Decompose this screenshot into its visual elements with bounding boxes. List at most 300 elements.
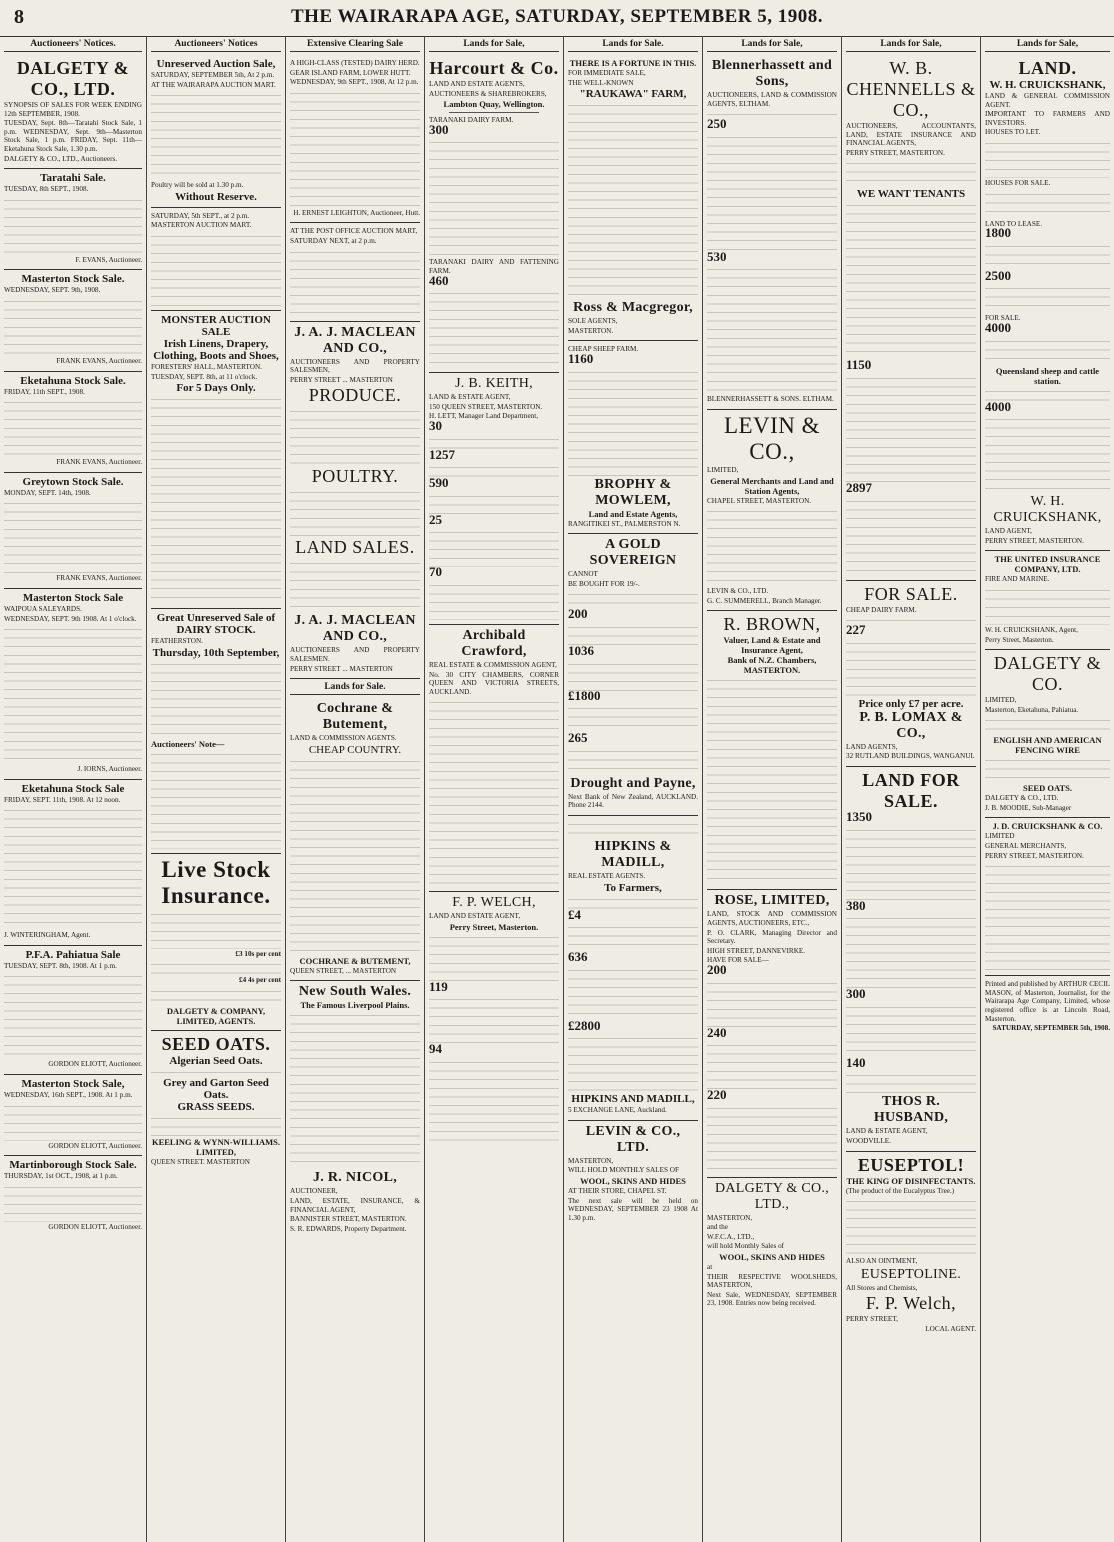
advertisement	[151, 1031, 281, 1172]
ad-subtitle: AUCTIONEERS, LAND & COMMISSION AGENTS, ELTHAM.	[707, 91, 837, 108]
ad-title: J. D. CRUICKSHANK & CO.	[992, 821, 1103, 832]
acreage-figure: 1036	[568, 642, 594, 658]
advertisement	[568, 55, 698, 341]
ad-subtitle: TARANAKI DAIRY FARM.	[429, 116, 514, 125]
acreage-figure: 1350	[846, 808, 872, 824]
acreage-figure: 265	[568, 730, 588, 746]
ad-subtitle: LAND & ESTATE AGENT,	[429, 393, 511, 402]
advertisement	[707, 410, 837, 611]
page-number: 8	[14, 6, 24, 28]
divider	[449, 112, 539, 113]
ad-signature: HIPKINS AND MADILL,	[571, 1093, 695, 1106]
column-8	[981, 39, 1114, 1538]
ad-fee: £3 10s per cent	[235, 949, 281, 958]
ad-place: QUEEN STREET. MASTERTON	[151, 1157, 250, 1166]
ad-place: CHAPEL STREET, MASTERTON.	[707, 496, 812, 505]
ad-signature: FRANK EVANS, Auctioneer.	[56, 574, 142, 583]
ad-subtitle: SEED OATS.	[1023, 783, 1072, 794]
advertisement	[707, 1178, 837, 1313]
ad-title: A HIGH-CLASS (TESTED) DAIRY HERD.	[290, 59, 420, 67]
ad-signature: W. H. CRUICKSHANK,	[993, 494, 1102, 526]
ad-title: MONSTER AUCTION SALE	[161, 313, 271, 338]
ad-signature: KEELING & WYNN-WILLIAMS. LIMITED,	[151, 1136, 281, 1157]
small-type-block	[846, 913, 976, 989]
ad-date: TUESDAY, 8th SEPT., 1908.	[4, 185, 89, 194]
ad-subtitle: W.F.C.A., LTD.,	[707, 1232, 755, 1241]
ad-signature: BLENNERHASSETT & SONS. ELTHAM.	[707, 395, 834, 404]
ad-subtitle: Grey and Garton Seed Oats.	[163, 1076, 269, 1101]
small-type-block	[429, 462, 559, 478]
ad-signature: F. P. Welch,	[865, 1293, 957, 1314]
ad-subtitle: CHEAP SHEEP FARM.	[568, 345, 639, 354]
acreage-figure: 300	[846, 986, 866, 1002]
ad-signature: W. H. CRUICKSHANK, Agent,	[985, 625, 1078, 634]
column-heading: Lands for Sale,	[429, 39, 559, 52]
ad-subtitle: LAND TO LEASE.	[985, 219, 1043, 228]
column-heading: Auctioneers' Notices.	[4, 39, 142, 52]
ad-subtitle: WOOL, SKINS AND HIDES	[719, 1252, 825, 1263]
ad-subtitle: To Farmers,	[604, 881, 662, 894]
ad-body: will hold Monthly Sales of	[707, 1242, 785, 1251]
advertisement	[846, 1152, 976, 1339]
advertisement	[568, 1121, 698, 1228]
acreage-figure: 1150	[846, 357, 872, 373]
small-type-block	[707, 978, 837, 1028]
ad-subtitle: LIMITED,	[985, 696, 1017, 705]
ad-subtitle: The Famous Liverpool Plains.	[300, 1000, 410, 1011]
ad-subtitle: HAVE FOR SALE—	[707, 956, 769, 965]
small-type-block	[4, 195, 142, 255]
small-type-block	[151, 394, 281, 604]
advertisement	[4, 473, 142, 589]
ad-place: FORESTERS' HALL, MASTERTON.	[151, 362, 262, 371]
ad-subtitle: LAND AND ESTATE AGENTS,	[429, 80, 525, 88]
ad-date: SATURDAY, 5th SEPT., at 2 p.m.	[151, 211, 250, 220]
ad-place: PERRY STREET ... MASTERTON	[290, 664, 393, 673]
ad-subtitle: Queensland sheep and cattle station.	[995, 365, 1100, 386]
small-type-block	[151, 659, 281, 739]
small-type-block	[4, 1101, 142, 1141]
ad-title: R. BROWN,	[723, 614, 821, 635]
ad-date: WEDNESDAY, SEPT. 9th, 1908.	[4, 286, 101, 295]
ad-bold: For 5 Days Only.	[176, 382, 256, 395]
price-figure: £2800	[568, 1017, 601, 1033]
small-type-block	[568, 367, 698, 477]
ad-subtitle: Irish Linens, Drapery, Clothing, Boots and Shoes,	[153, 337, 279, 362]
ad-subtitle: LIMITED	[985, 832, 1015, 841]
advertisement	[4, 946, 142, 1075]
ad-place: FEATHERSTON.	[151, 637, 203, 646]
small-type-block	[846, 373, 976, 483]
ad-date: WEDNESDAY, 9th SEPT., 1908, At 12 p.m.	[290, 78, 419, 87]
ad-subtitle: General Merchants and Land and Station Agents,	[710, 475, 834, 496]
small-type-block	[846, 1070, 976, 1094]
small-type-block	[4, 1182, 142, 1222]
ad-place: WOODVILLE.	[846, 1136, 891, 1145]
advertisement	[568, 816, 698, 1121]
small-type-block	[568, 1033, 698, 1093]
ad-title: HIPKINS & MADILL,	[594, 838, 672, 870]
ad-title: DALGETY & CO.	[993, 653, 1102, 695]
ad-subtitle: Land and Estate Agents,	[588, 508, 678, 519]
acreage-figure: 200	[707, 961, 727, 977]
ad-title: P.F.A. Pahiatua Sale	[25, 948, 121, 961]
small-type-block	[290, 756, 420, 956]
ad-place: PERRY STREET,	[846, 1315, 898, 1324]
ad-title: Greytown Stock Sale.	[22, 475, 124, 488]
ad-place: Next Bank of New Zealand, AUCKLAND. Phone 2144.	[568, 792, 698, 810]
small-type-block	[290, 88, 420, 208]
ad-note: (The product of the Eucalyptus Tree.)	[846, 1186, 955, 1195]
acreage-figure: 1257	[429, 446, 455, 462]
small-type-block	[568, 894, 698, 910]
ad-subtitle: Algerian Seed Oats.	[169, 1054, 263, 1067]
small-type-block	[290, 406, 420, 466]
ad-title: Blennerhassett and Sons,	[711, 58, 833, 89]
ad-title: DALGETY & CO., LTD.,	[714, 1180, 830, 1212]
ad-title: New South Wales.	[298, 984, 412, 1000]
acreage-figure: 1800	[985, 225, 1011, 241]
ad-subtitle: AUCTIONEER,	[290, 1187, 338, 1196]
acreage-figure: 220	[707, 1087, 727, 1103]
small-type-block	[151, 909, 281, 949]
ad-subtitle: SOLE AGENTS,	[568, 317, 618, 326]
ad-date: Thursday, 10th September,	[152, 646, 280, 659]
ad-subtitle: AUCTIONEERS AND PROPERTY SALESMEN,	[290, 357, 420, 375]
ad-signature: COCHRANE & BUTEMENT,	[299, 955, 411, 966]
ad-place: 5 EXCHANGE LANE, Auckland.	[568, 1106, 667, 1115]
small-type-block	[151, 749, 281, 849]
small-type-block	[4, 624, 142, 764]
acreage-figure: 1160	[568, 350, 594, 366]
advertisement	[429, 373, 559, 625]
ad-place: AT THE WAIRARAPA AUCTION MART.	[151, 80, 276, 89]
ad-subtitle: LAND & GENERAL COMMISSION AGENT.	[985, 92, 1110, 109]
ad-place: QUEEN STREET, ... MASTERTON	[290, 966, 397, 975]
price-figure: £1800	[568, 687, 601, 703]
ad-note: Auctioneers' Note—	[151, 738, 225, 749]
ad-subtitle: GENERAL MERCHANTS,	[985, 842, 1067, 851]
small-type-block	[429, 491, 559, 515]
ad-signature: P. B. LOMAX & CO.,	[859, 709, 963, 741]
advertisement	[4, 1156, 142, 1236]
ad-signature: FRANK EVANS, Auctioneer.	[56, 458, 142, 467]
small-type-block	[985, 336, 1110, 366]
small-type-block	[4, 805, 142, 930]
ad-title: AT THE POST OFFICE AUCTION MART,	[290, 227, 418, 236]
imprint	[985, 976, 1110, 1038]
ad-body: WILL HOLD MONTHLY SALES OF	[568, 1166, 679, 1175]
ad-subtitle: AUCTIONEERS AND PROPERTY SALESMEN.	[290, 646, 420, 663]
acreage-figure: 30	[429, 417, 442, 433]
ad-title: DALGETY & CO., LTD.	[16, 58, 130, 99]
ad-title: LEVIN & CO.,	[723, 412, 821, 464]
acreage-figure: 4000	[985, 398, 1011, 414]
ad-date: TUESDAY, SEPT. 8th, at 11 o'clock.	[151, 372, 258, 381]
small-type-block	[707, 506, 837, 586]
small-type-block	[429, 697, 559, 887]
ad-title: Martinborough Stock Sale.	[9, 1159, 137, 1172]
small-type-block	[151, 231, 281, 306]
ad-place: 32 RUTLAND BUILDINGS, WANGANUI.	[846, 752, 975, 761]
ad-subtitle: WAIPOUA SALEYARDS.	[4, 604, 82, 613]
ad-title: SEED OATS.	[161, 1033, 271, 1054]
ad-title: LAND FOR SALE.	[862, 769, 960, 811]
ad-place: MASTERTON,	[707, 1213, 753, 1222]
issue-date: SATURDAY, SEPTEMBER 5th, 1908.	[992, 1024, 1110, 1033]
acreage-figure: 70	[429, 564, 442, 580]
small-type-block	[568, 659, 698, 691]
ad-body: TUESDAY, Sept. 8th—Taratahi Stock Sale, 1 p.m. WEDNESDAY, Sept. 9th—Masterton Stock Sale, 1 p.m. FRIDAY, Sept. 11th—Eketahuna Stock Sale, 1.30 p.m.	[4, 119, 142, 153]
ad-farm-name: "RAUKAWA" FARM,	[579, 88, 687, 101]
advertisement	[290, 223, 420, 321]
ad-place: No. 30 CITY CHAMBERS, CORNER QUEEN AND VICTORIA STREETS, AUCKLAND.	[429, 670, 559, 696]
advertisement	[4, 589, 142, 780]
advertisement	[429, 55, 559, 373]
small-type-block	[707, 1103, 837, 1173]
acreage-figure: 380	[846, 897, 866, 913]
small-type-block	[429, 580, 559, 620]
ad-signature: THOS R. HUSBAND,	[873, 1094, 949, 1126]
ad-signature: J. R. NICOL,	[312, 1170, 398, 1186]
advertisement	[290, 55, 420, 223]
ad-title: Cochrane & Butement,	[316, 701, 394, 733]
small-type-block	[568, 922, 698, 952]
ad-fee: £4 4s per cent	[239, 976, 281, 985]
advertisement	[846, 767, 976, 1152]
ad-subtitle: THEIR RESPECTIVE WOOLSHEDS, MASTERTON,	[707, 1272, 837, 1290]
ad-subtitle: ALSO AN OINTMENT,	[846, 1257, 918, 1266]
advertisement	[4, 270, 142, 371]
acreage-figure: 25	[429, 511, 442, 527]
small-type-block	[290, 247, 420, 317]
ad-title: Ross & Macgregor,	[573, 300, 693, 316]
acreage-figure: 240	[707, 1024, 727, 1040]
ad-footer: S. R. EDWARDS, Property Department.	[290, 1224, 407, 1233]
small-type-block	[429, 994, 559, 1044]
advertisement	[568, 341, 698, 534]
ad-title: Archibald Crawford,	[461, 627, 527, 659]
acreage-figure: 4000	[985, 319, 1011, 335]
acreage-figure: 94	[429, 1041, 442, 1057]
advertisement	[290, 981, 420, 1238]
ad-signature: G. C. SUMMERELL, Branch Manager.	[707, 596, 822, 605]
ad-place: Bank of N.Z. Chambers, MASTERTON.	[727, 655, 817, 676]
column-heading: Lands for Sale.	[290, 682, 420, 695]
ad-title: EUSEPTOLINE.	[860, 1266, 962, 1282]
ad-title: J. B. KEITH,	[455, 376, 533, 392]
ad-title: A GOLD SOVEREIGN	[589, 537, 677, 569]
ad-subtitle: LAND, ESTATE, INSURANCE, & FINANCIAL AGENT,	[290, 1196, 420, 1214]
ad-title: J. A. J. MACLEAN AND CO.,	[294, 613, 416, 645]
ad-subtitle: W. H. CRUICKSHANK,	[989, 79, 1106, 91]
acreage-figure: 2897	[846, 479, 872, 495]
ad-date: WEDNESDAY, SEPT. 9th 1908. At 1 o'clock.	[4, 614, 137, 623]
small-type-block	[707, 1040, 837, 1090]
small-type-block	[4, 498, 142, 573]
small-type-block	[568, 819, 698, 839]
small-type-block	[568, 965, 698, 1021]
ad-subtitle: HOUSES TO LET.	[985, 128, 1041, 137]
advertisement	[707, 55, 837, 410]
ad-subtitle: THE WELL-KNOWN	[568, 78, 634, 87]
ad-title: FOR SALE.	[864, 583, 958, 604]
ad-heading: PRODUCE.	[308, 385, 402, 406]
ad-place: PERRY STREET, MASTERTON.	[985, 536, 1084, 545]
ad-subtitle: AUCTIONEERS & SHAREBROKERS,	[429, 89, 547, 98]
ad-subtitle: LAND AGENTS,	[846, 742, 898, 751]
ad-date: THURSDAY, 1st OCT., 1908, at 1 p.m.	[4, 1172, 118, 1181]
ad-title: Eketahuna Stock Sale	[21, 782, 125, 795]
ad-heading: POULTRY.	[311, 466, 399, 487]
ad-subtitle: REAL ESTATE & COMMISSION AGENT,	[429, 660, 557, 669]
ad-place: PERRY STREET ... MASTERTON	[290, 375, 393, 384]
ad-date: TUESDAY, SEPT. 8th, 1908. At 1 p.m.	[4, 961, 117, 970]
advertisement	[707, 890, 837, 1177]
small-type-block	[846, 200, 976, 360]
ad-title: ROSE, LIMITED,	[714, 893, 830, 909]
acreage-figure: 530	[707, 248, 727, 264]
ad-note: Poultry will be sold at 1.30 p.m.	[151, 181, 244, 190]
ad-date: Next Sale, WEDNESDAY, SEPTEMBER 23, 1908. Entries now being received.	[707, 1290, 837, 1308]
ad-subtitle: FOR IMMEDIATE SALE,	[568, 69, 646, 77]
small-type-block	[846, 1002, 976, 1058]
price-figure: £4	[568, 906, 581, 922]
advertisement	[4, 780, 142, 946]
small-type-block	[985, 138, 1110, 178]
acreage-figure: 140	[846, 1054, 866, 1070]
column-heading: Lands for Sale,	[846, 39, 976, 52]
ad-subtitle: IMPORTANT TO FARMERS AND INVESTORS.	[985, 110, 1110, 127]
ad-place: PERRY STREET, MASTERTON.	[846, 148, 945, 157]
small-type-block	[429, 527, 559, 567]
advertisement	[4, 55, 142, 169]
advertisement	[151, 208, 281, 311]
ad-subtitle: LIMITED,	[707, 465, 739, 474]
ad-place: AT THEIR STORE, CHAPEL ST.	[568, 1187, 667, 1196]
small-type-block	[568, 589, 698, 609]
ad-title: LAND.	[1018, 58, 1077, 78]
advertisement	[985, 551, 1110, 650]
small-type-block	[568, 703, 698, 733]
ad-date: FRIDAY, SEPT. 11th, 1908. At 12 noon.	[4, 795, 121, 804]
ad-signature: H. ERNEST LEIGHTON, Auctioneer, Hutt.	[293, 208, 420, 217]
small-type-block	[151, 986, 281, 1006]
ad-signature: DALGETY & CO., LTD.	[985, 794, 1059, 803]
column-heading: Auctioneers' Notices	[151, 39, 281, 52]
column-6	[703, 39, 841, 1538]
acreage-figure: 227	[846, 622, 866, 638]
small-type-block	[985, 241, 1110, 271]
ad-title: Masterton Stock Sale.	[21, 273, 125, 286]
ad-date: The next sale will be held on WEDNESDAY, SEPTEMBER 23 1908 At 1.30 p.m.	[568, 1196, 698, 1222]
column-heading: Lands for Sale.	[568, 39, 698, 52]
ad-place: Perry Street, Masterton.	[985, 635, 1054, 644]
ad-place: MASTERTON AUCTION MART.	[151, 221, 252, 230]
ad-signature: GORDON ELIOTT, Auctioneer.	[48, 1222, 142, 1231]
small-type-block	[290, 1010, 420, 1170]
ad-subtitle: LAND AGENT,	[985, 527, 1032, 536]
advertisement	[4, 372, 142, 473]
ad-subtitle: HOUSES FOR SALE.	[985, 178, 1051, 187]
masthead	[0, 0, 1114, 37]
small-type-block	[707, 132, 837, 252]
column-4	[425, 39, 563, 1538]
ad-title: BROPHY & MOWLEM,	[594, 476, 672, 508]
column-1	[0, 39, 146, 1538]
ad-subtitle: REAL ESTATE AGENTS.	[568, 871, 646, 880]
ad-subtitle: FOR SALE.	[985, 314, 1021, 323]
small-type-block	[707, 109, 837, 119]
ad-title: THERE IS A FORTUNE IN THIS.	[569, 58, 697, 68]
ad-subtitle: WOOL, SKINS AND HIDES	[580, 1176, 686, 1187]
small-type-block	[985, 755, 1110, 783]
ad-title: Unreserved Auction Sale,	[156, 58, 276, 70]
small-type-block	[985, 861, 1110, 971]
ad-signature: GORDON ELIOTT, Auctioneer.	[48, 1060, 142, 1069]
ad-place: 150 QUEEN STREET, MASTERTON.	[429, 402, 543, 411]
ad-subtitle: LAND AND ESTATE AGENT,	[429, 912, 521, 921]
acreage-figure: 636	[568, 949, 588, 965]
ad-signature: F. EVANS, Auctioneer.	[75, 255, 142, 264]
small-type-block	[707, 264, 837, 394]
small-type-block	[707, 675, 837, 885]
acreage-figure: 119	[429, 978, 448, 994]
ad-signature: J. IORNS, Auctioneer.	[77, 765, 142, 774]
ad-title: Eketahuna Stock Sale.	[20, 374, 126, 387]
ad-subtitle: at	[707, 1263, 713, 1272]
advertisement	[568, 534, 698, 816]
advertisement	[151, 854, 281, 1031]
small-type-block	[985, 414, 1110, 494]
ad-title: W. B. CHENNELLS & CO.,	[846, 58, 976, 120]
ad-subtitle: All Stores and Chemists,	[846, 1283, 918, 1292]
small-type-block	[429, 932, 559, 982]
ad-subtitle: BE BOUGHT FOR 19/-.	[568, 579, 640, 588]
ad-place: Perry Street, Masterton.	[449, 921, 539, 932]
ad-signature: J. B. MOODIE, Sub-Manager	[985, 803, 1072, 812]
column-5	[564, 39, 702, 1538]
small-type-block	[151, 1067, 281, 1077]
ad-signature: DALGETY & CO., LTD., Auctioneers.	[4, 154, 118, 163]
acreage-figure: 2500	[985, 267, 1011, 283]
ad-subtitle: and the	[707, 1223, 728, 1232]
advertisement	[429, 625, 559, 892]
advertisement	[151, 311, 281, 609]
ad-subtitle: CHEAP COUNTRY.	[308, 743, 402, 756]
small-type-block	[290, 558, 420, 613]
advertisement	[985, 818, 1110, 976]
small-type-block	[985, 715, 1110, 735]
small-type-block	[985, 189, 1110, 219]
acreage-figure: 590	[429, 475, 449, 491]
advertisement	[151, 609, 281, 854]
ad-signature: P. O. CLARK, Managing Director and Secretary.	[707, 928, 837, 946]
advertisement	[846, 55, 976, 581]
small-type-block	[290, 487, 420, 537]
small-type-block	[846, 638, 976, 698]
advertisement	[707, 611, 837, 890]
ad-subtitle: Valuer, Land & Estate and Insurance Agent,	[723, 635, 821, 656]
ad-subtitle: MASTERTON,	[568, 1156, 614, 1165]
small-type-block	[151, 959, 281, 975]
ad-subtitle: SYNOPSIS OF SALES FOR WEEK ENDING 12th SEPTEMBER, 1908.	[4, 101, 142, 118]
ad-title: Masterton Stock Sale	[22, 591, 124, 604]
ad-subtitle: CANNOT	[568, 570, 598, 579]
ad-title: Great Unreserved Sale of DAIRY STOCK.	[156, 612, 276, 637]
acreage-figure: 200	[568, 606, 588, 622]
small-type-block	[4, 296, 142, 356]
